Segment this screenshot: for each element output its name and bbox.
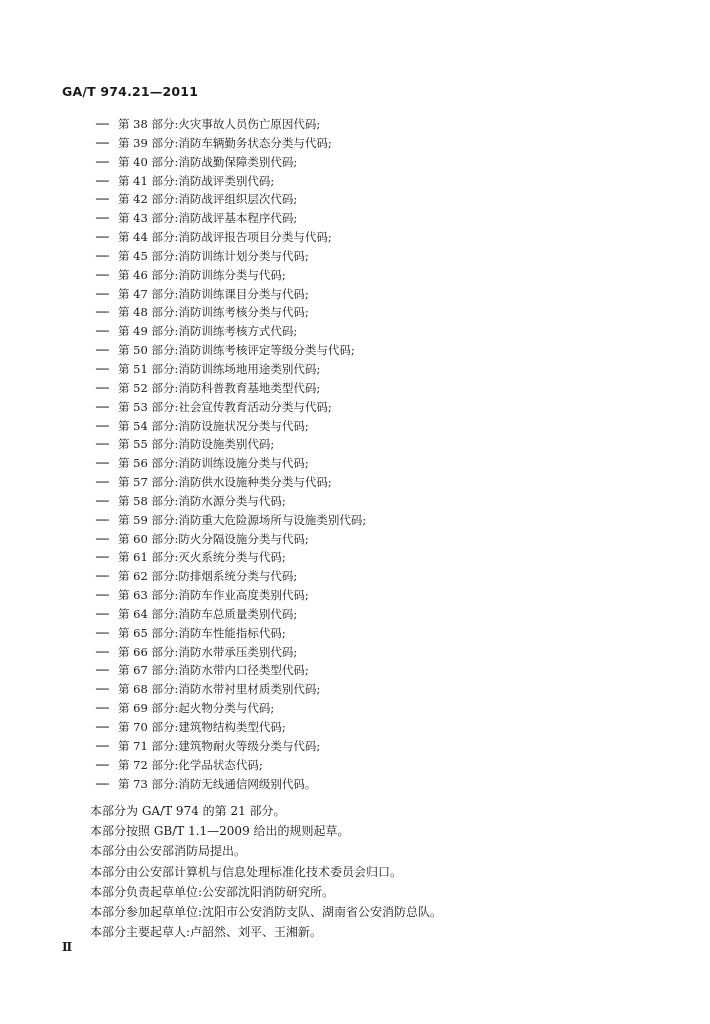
list-dash: ── [96, 418, 108, 433]
part-title: 第 67 部分:消防水带内口径类型代码; [118, 663, 309, 678]
part-title: 第 41 部分:消防战评类别代码; [118, 173, 275, 188]
part-list-item [96, 247, 366, 266]
list-dash: ── [96, 361, 108, 376]
part-list-item [96, 718, 366, 737]
list-dash: ── [96, 644, 108, 659]
list-dash: ── [96, 531, 108, 546]
part-list-item [96, 548, 366, 567]
part-list-item [96, 454, 366, 473]
list-dash: ── [96, 588, 108, 603]
part-list-item [96, 605, 366, 624]
part-title: 第 39 部分:消防车辆勤务状态分类与代码; [118, 135, 332, 150]
part-title: 第 61 部分:灭火系统分类与代码; [118, 550, 286, 565]
part-title: 第 40 部分:消防战勤保障类别代码; [118, 154, 298, 169]
foreword-note: 本部分主要起草人:卢韶然、刘平、王湘新。 [90, 925, 323, 940]
part-list-item [96, 756, 366, 775]
part-title: 第 60 部分:防火分隔设施分类与代码; [118, 531, 309, 546]
part-list-item [96, 303, 366, 322]
part-list-item [96, 134, 366, 153]
part-title: 第 69 部分:起火物分类与代码; [118, 701, 275, 716]
list-dash: ── [96, 135, 108, 150]
part-title: 第 51 部分:消防训练场地用途类别代码; [118, 361, 321, 376]
part-list-item [96, 699, 366, 718]
list-dash: ── [96, 117, 108, 131]
list-dash: ── [96, 305, 108, 320]
part-list-item [96, 360, 366, 379]
part-list-item [96, 530, 366, 549]
list-dash: ── [96, 682, 108, 697]
part-title: 第 65 部分:消防车性能指标代码; [118, 625, 286, 640]
list-dash: ── [96, 512, 108, 527]
part-title: 第 42 部分:消防战评组织层次代码; [118, 192, 298, 207]
list-dash: ── [96, 493, 108, 508]
list-dash: ── [96, 456, 108, 471]
list-dash: ── [96, 757, 108, 772]
part-list-item [96, 379, 366, 398]
part-list-item [96, 228, 366, 247]
list-dash: ── [96, 569, 108, 584]
part-list-item [96, 322, 366, 341]
part-title: 第 64 部分:消防车总质量类别代码; [118, 606, 298, 621]
part-list-item [96, 473, 366, 492]
part-list-item [96, 190, 366, 209]
list-dash: ── [96, 230, 108, 245]
part-title: 第 71 部分:建筑物耐火等级分类与代码; [118, 738, 321, 753]
parts-list [96, 115, 366, 793]
part-title: 第 57 部分:消防供水设施种类分类与代码; [118, 475, 332, 490]
part-list-item [96, 775, 366, 794]
part-list-item [96, 492, 366, 511]
list-dash: ── [96, 475, 108, 490]
part-title: 第 70 部分:建筑物结构类型代码; [118, 720, 286, 734]
part-title: 第 58 部分:消防水源分类与代码; [118, 493, 286, 508]
part-title: 第 73 部分:消防无线通信网级别代码。 [118, 776, 317, 791]
foreword-note: 本部分按照 GB/T 1.1—2009 给出的规则起草。 [90, 824, 350, 839]
document-code-header: GA/T 974.21—2011 [62, 84, 199, 99]
part-list-item [96, 153, 366, 172]
list-dash: ── [96, 663, 108, 678]
foreword-note: 本部分由公安部计算机与信息处理标准化技术委员会归口。 [90, 864, 403, 879]
list-dash: ── [96, 380, 108, 395]
part-title: 第 38 部分:火灾事故人员伤亡原因代码; [118, 117, 321, 131]
list-dash: ── [96, 267, 108, 282]
part-title: 第 46 部分:消防训练分类与代码; [118, 267, 286, 282]
list-dash: ── [96, 286, 108, 301]
list-dash: ── [96, 701, 108, 716]
part-list-item [96, 435, 366, 454]
list-dash: ── [96, 550, 108, 565]
part-title: 第 47 部分:消防训练课目分类与代码; [118, 286, 309, 301]
part-title: 第 50 部分:消防训练考核评定等级分类与代码; [118, 343, 355, 358]
part-title: 第 62 部分:防排烟系统分类与代码; [118, 569, 298, 584]
list-dash: ── [96, 720, 108, 734]
list-dash: ── [96, 437, 108, 452]
list-dash: ── [96, 192, 108, 207]
part-list-item [96, 680, 366, 699]
part-list-item [96, 266, 366, 285]
list-dash: ── [96, 173, 108, 188]
list-dash: ── [96, 738, 108, 753]
page-number: Ⅱ [62, 940, 73, 954]
part-title: 第 45 部分:消防训练计划分类与代码; [118, 248, 309, 263]
list-dash: ── [96, 776, 108, 791]
list-dash: ── [96, 248, 108, 263]
list-dash: ── [96, 606, 108, 621]
part-list-item [96, 341, 366, 360]
part-list-item [96, 737, 366, 756]
part-title: 第 48 部分:消防训练考核分类与代码; [118, 305, 309, 320]
part-list-item [96, 586, 366, 605]
part-title: 第 55 部分:消防设施类别代码; [118, 437, 275, 452]
foreword-note: 本部分参加起草单位:沈阳市公安消防支队、湖南省公安消防总队。 [90, 904, 443, 919]
part-list-item [96, 661, 366, 680]
part-title: 第 43 部分:消防战评基本程序代码; [118, 211, 298, 226]
part-list-item [96, 511, 366, 530]
list-dash: ── [96, 625, 108, 640]
part-title: 第 66 部分:消防水带承压类别代码; [118, 644, 298, 659]
part-title: 第 63 部分:消防车作业高度类别代码; [118, 588, 309, 603]
part-title: 第 53 部分:社会宣传教育活动分类与代码; [118, 399, 332, 414]
foreword-notes [90, 801, 442, 942]
part-title: 第 49 部分:消防训练考核方式代码; [118, 324, 298, 339]
foreword-note: 本部分为 GA/T 974 的第 21 部分。 [90, 804, 286, 818]
part-list-item [96, 417, 366, 436]
list-dash: ── [96, 343, 108, 358]
foreword-note: 本部分负责起草单位:公安部沈阳消防研究所。 [90, 884, 335, 899]
part-list-item [96, 172, 366, 191]
part-list-item [96, 643, 366, 662]
part-list-item [96, 567, 366, 586]
list-dash: ── [96, 399, 108, 414]
foreword-note: 本部分由公安部消防局提出。 [90, 844, 247, 859]
part-list-item [96, 398, 366, 417]
list-dash: ── [96, 211, 108, 226]
list-dash: ── [96, 324, 108, 339]
part-list-item [96, 624, 366, 643]
part-title: 第 56 部分:消防训练设施分类与代码; [118, 456, 309, 471]
part-title: 第 68 部分:消防水带衬里材质类别代码; [118, 682, 321, 697]
part-list-item [96, 285, 366, 304]
part-title: 第 59 部分:消防重大危险源场所与设施类别代码; [118, 512, 367, 527]
part-list-item [96, 209, 366, 228]
part-list-item [96, 115, 366, 134]
part-title: 第 52 部分:消防科普教育基地类型代码; [118, 380, 321, 395]
part-title: 第 72 部分:化学品状态代码; [118, 757, 263, 772]
part-title: 第 44 部分:消防战评报告项目分类与代码; [118, 230, 332, 245]
list-dash: ── [96, 154, 108, 169]
part-title: 第 54 部分:消防设施状况分类与代码; [118, 418, 309, 433]
